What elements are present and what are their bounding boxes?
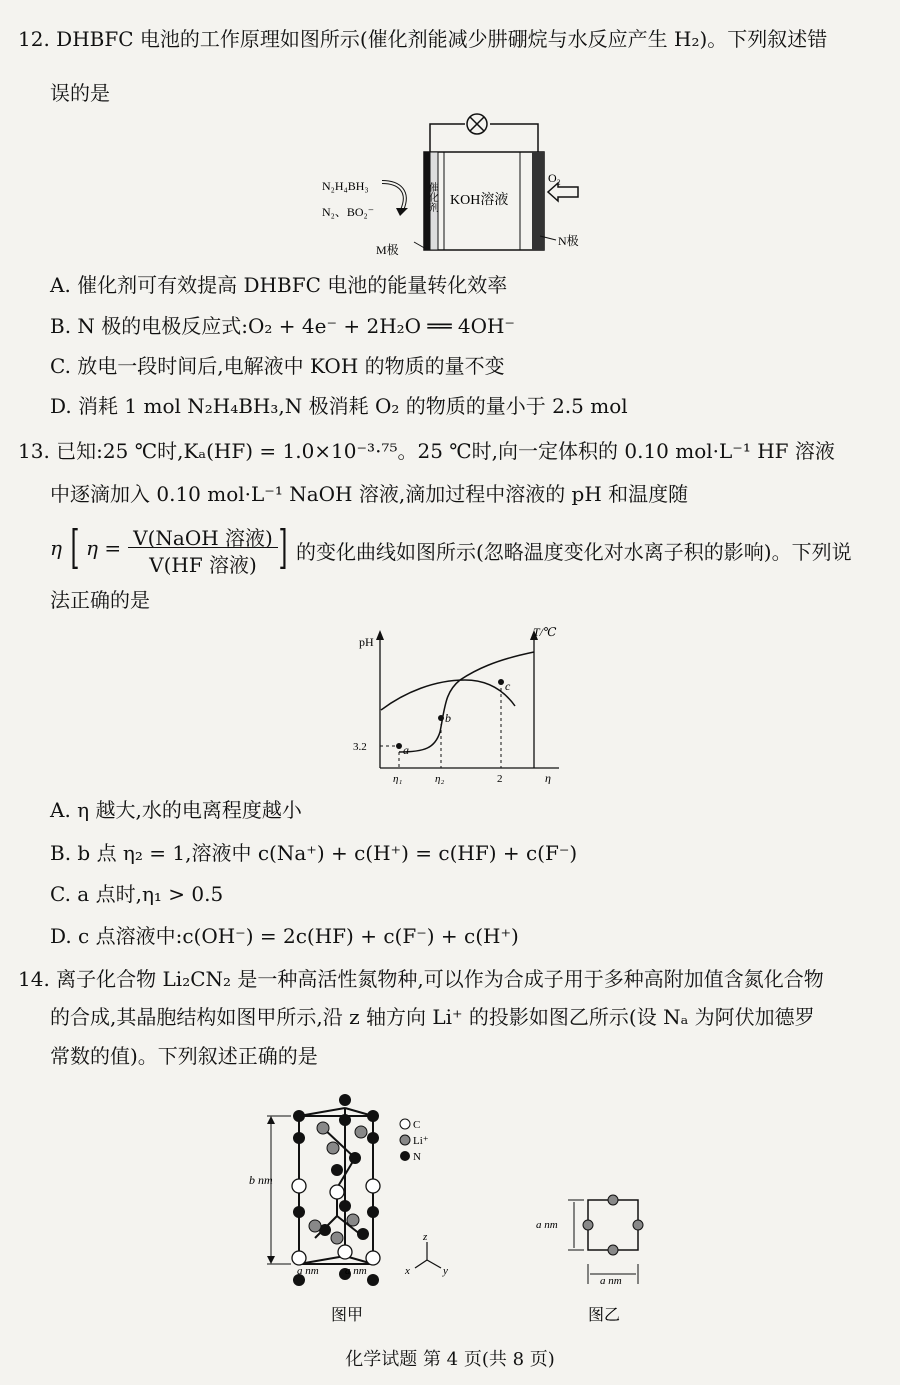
q13-titration-graph [345, 622, 575, 784]
n-electrode-label: N极 [558, 234, 579, 248]
q14-stem-line2: 的合成,其晶胞结构如图甲所示,沿 z 轴方向 Li⁺ 的投影如图乙所示(设 Nₐ 为阿伏加德罗 [50, 1005, 815, 1029]
q14-projection-figure-yi [528, 1188, 658, 1328]
a-nm-vertical: a nm [536, 1219, 558, 1231]
caption-jia: 图甲 [331, 1307, 364, 1324]
q14-stem-line1: 14. 离子化合物 Li₂CN₂ 是一种高活性氮物种,可以作为合成子用于多种高附加值含氮化合物 [18, 967, 824, 991]
legend-li: Li⁺ [413, 1135, 429, 1147]
axes-icon [415, 1242, 441, 1268]
eta-definition: η [ η = V(NaOH 溶液) V(HF 溶液) ] 的变化曲线如图所示(忽略温度变化对水离子积的影响)。下列说 [50, 520, 852, 577]
eta-eq: η = [86, 536, 122, 560]
q12-stem-line2: 误的是 [50, 81, 110, 105]
catalyst-label: 催化剂 [426, 182, 438, 212]
q12-option-d: D. 消耗 1 mol N₂H₄BH₃,N 极消耗 O₂ 的物质的量小于 2.5 mol [50, 394, 628, 418]
reactant-label: N₂H₄BH₃ [322, 179, 369, 193]
eta-symbol: η [50, 536, 62, 560]
q12-option-c: C. 放电一段时间后,电解液中 KOH 的物质的量不变 [50, 354, 505, 378]
q12-battery-diagram [320, 112, 610, 258]
b-label: b [445, 711, 451, 725]
m-electrode-label: M极 [376, 243, 399, 257]
x-axis-label: x [405, 1265, 410, 1277]
a-nm-horizontal: a nm [600, 1275, 622, 1287]
koh-label: KOH溶液 [450, 193, 509, 208]
q13-stem-line3: 的变化曲线如图所示(忽略温度变化对水离子积的影响)。下列说 [296, 540, 852, 564]
eta2-label: η₂ [435, 773, 445, 784]
a-label: a [403, 743, 409, 757]
ph-axis-label: pH [359, 635, 374, 649]
legend-n: N [413, 1151, 421, 1163]
a-nm-label-1: a nm [297, 1265, 319, 1277]
fraction-denominator: V(HF 溶液) [149, 553, 257, 577]
eta-axis-label: η [545, 771, 551, 784]
atom-carbon-group [292, 1179, 380, 1265]
q14-stem-line3: 常数的值)。下列叙述正确的是 [50, 1044, 318, 1068]
y-axis-label: y [443, 1265, 448, 1277]
caption-yi: 图乙 [588, 1307, 621, 1324]
point-c [498, 679, 504, 685]
q13-option-a: A. η 越大,水的电离程度越小 [50, 798, 302, 822]
o2-label: O₂ [548, 171, 561, 185]
q13-option-c: C. a 点时,η₁ > 0.5 [50, 882, 224, 906]
point-a [396, 743, 402, 749]
point-b [438, 715, 444, 721]
q13-option-b: B. b 点 η₂ = 1,溶液中 c(Na⁺) + c(H⁺) = c(HF) + c(F⁻) [50, 841, 578, 865]
eta1-label: η₁ [393, 773, 403, 784]
two-label: 2 [497, 773, 503, 784]
bulb-icon [467, 114, 487, 134]
z-axis-label: z [423, 1231, 428, 1243]
q12-option-b: B. N 极的电极反应式:O₂ + 4e⁻ + 2H₂O ══ 4OH⁻ [50, 314, 515, 338]
q12-option-a: A. 催化剂可有效提高 DHBFC 电池的能量转化效率 [50, 273, 508, 297]
ph-32-label: 3.2 [353, 741, 367, 753]
t-axis-label: T/℃ [533, 625, 557, 639]
q12-stem-line1: 12. DHBFC 电池的工作原理如图所示(催化剂能减少肼硼烷与水反应产生 H₂)。下列叙述错 [18, 27, 828, 51]
q13-stem-line1: 13. 已知:25 ℃时,Kₐ(HF) = 1.0×10⁻³·⁷⁵。25 ℃时,向一定体积的 0.10 mol·L⁻¹ HF 溶液 [18, 439, 835, 463]
product-label: N₂、BO₂⁻ [322, 205, 375, 219]
q14-crystal-figure-jia [245, 1088, 475, 1328]
b-nm-label: b nm [249, 1173, 273, 1187]
c-label: c [505, 679, 511, 693]
atom-lithium-group [309, 1122, 367, 1244]
q13-stem-line2: 中逐滴加入 0.10 mol·L⁻¹ NaOH 溶液,滴加过程中溶液的 pH 和温度随 [50, 482, 689, 506]
fraction-numerator: V(NaOH 溶液) [133, 526, 273, 550]
q13-stem-line4: 法正确的是 [50, 588, 150, 612]
page-footer: 化学试题 第 4 页(共 8 页) [345, 1349, 555, 1370]
legend-c: C [413, 1119, 421, 1131]
q13-option-d: D. c 点溶液中:c(OH⁻) = 2c(HF) + c(F⁻) + c(H⁺) [50, 924, 519, 948]
a-nm-label-2: a nm [345, 1265, 367, 1277]
